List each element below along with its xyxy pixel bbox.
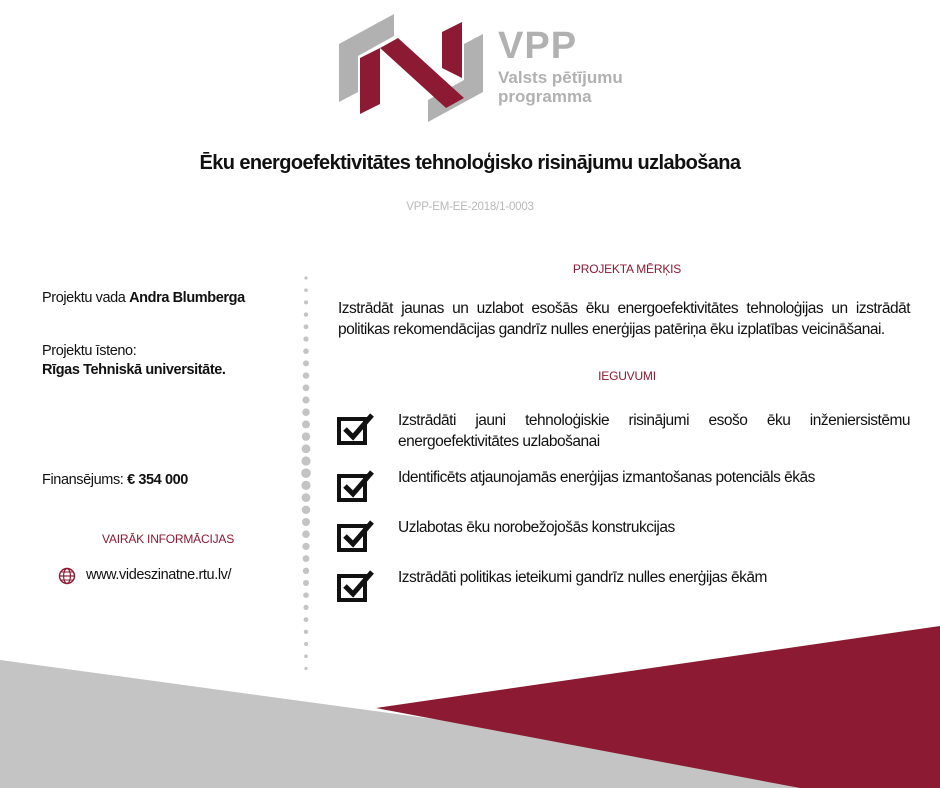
- page-title: Ēku energoefektivitātes tehnoloģisko risinājumu uzlabošana: [199, 152, 741, 174]
- divider-dot: [302, 432, 310, 440]
- logo-subtitle-line2: programma: [498, 87, 592, 106]
- divider-dot: [302, 396, 309, 403]
- divider-dot: [302, 518, 310, 526]
- divider-dot: [303, 360, 309, 366]
- divider-dot: [304, 288, 308, 292]
- result-item: [336, 567, 912, 603]
- checkbox-checked-icon: [336, 517, 376, 553]
- divider-dot: [301, 456, 310, 465]
- divider-dot: [304, 276, 307, 279]
- result-item: [336, 410, 912, 452]
- divider-dot: [302, 530, 310, 538]
- divider-dot: [302, 408, 310, 416]
- divider-dot: [302, 506, 310, 514]
- checkbox-checked-icon: [336, 467, 376, 503]
- divider-dot: [303, 348, 309, 354]
- website-link[interactable]: www.videszinatne.rtu.lv/: [86, 567, 232, 583]
- divider-dot: [302, 420, 310, 428]
- result-text: Identificēts atjaunojamās enerģijas izmantošanas potenciāls ēkās: [398, 469, 815, 486]
- globe-icon: [58, 567, 76, 585]
- project-lead-label: Projektu vada: [42, 290, 130, 306]
- result-item: [336, 517, 912, 553]
- checkbox-checked-icon: [336, 410, 376, 446]
- bottom-decoration: [0, 620, 940, 788]
- divider-dot: [304, 312, 308, 316]
- funding-value: € 354 000: [127, 472, 188, 488]
- logo-subtitle-line1: Valsts pētījumu: [498, 68, 623, 87]
- divider-dot: [303, 336, 308, 341]
- result-text: Izstrādāti politikas ieteikumi gandrīz nulles enerģijas ēkām: [398, 569, 767, 586]
- divider-dot: [303, 592, 309, 598]
- divider-dot: [302, 444, 311, 453]
- dotted-divider: [300, 272, 312, 672]
- divider-dot: [302, 543, 309, 550]
- project-lead: [42, 290, 245, 306]
- result-text: Izstrādāti jauni tehnoloģiskie risinājumi esošo ēku inženiersistēmu energoefektivitātes uzlabošanai: [398, 412, 910, 450]
- divider-dot: [304, 300, 308, 304]
- goal-text: Izstrādāt jaunas un uzlabot esošās ēku energoefektivitātes tehnoloģijas un izstrādāt politikas rekomendācijas gandrīz nulles enerģijas patēriņa ēku izplatības veicināšanai.: [338, 300, 910, 338]
- divider-dot: [303, 568, 309, 574]
- divider-dot: [303, 555, 310, 562]
- divider-dot: [301, 481, 310, 490]
- logo-abbreviation: VPP: [498, 25, 578, 67]
- funding: [42, 472, 188, 488]
- logo-subtitle: [498, 68, 638, 106]
- divider-dot: [303, 372, 309, 378]
- result-text: Uzlabotas ēku norobežojošās konstrukcijas: [398, 519, 675, 536]
- divider-dot: [302, 493, 311, 502]
- results-heading: IEGUVUMI: [598, 369, 656, 383]
- project-code: VPP-EM-EE-2018/1-0003: [406, 201, 534, 213]
- result-item: [336, 467, 912, 503]
- divider-dot: [303, 384, 310, 391]
- project-lead-name: Andra Blumberga: [129, 290, 245, 306]
- divider-dot: [303, 580, 309, 586]
- funding-label: Finansējums:: [42, 472, 128, 488]
- checkbox-checked-icon: [336, 567, 376, 603]
- divider-dot: [304, 324, 309, 329]
- vpp-logo-mark: [336, 10, 486, 126]
- project-executor-label: Projektu īsteno:: [42, 343, 137, 359]
- more-info-heading: VAIRĀK INFORMĀCIJAS: [102, 532, 234, 546]
- divider-dot: [303, 605, 308, 610]
- divider-dot: [301, 468, 311, 478]
- project-executor-value: Rīgas Tehniskā universitāte.: [42, 362, 226, 378]
- goal-heading: PROJEKTA MĒRĶIS: [572, 262, 682, 276]
